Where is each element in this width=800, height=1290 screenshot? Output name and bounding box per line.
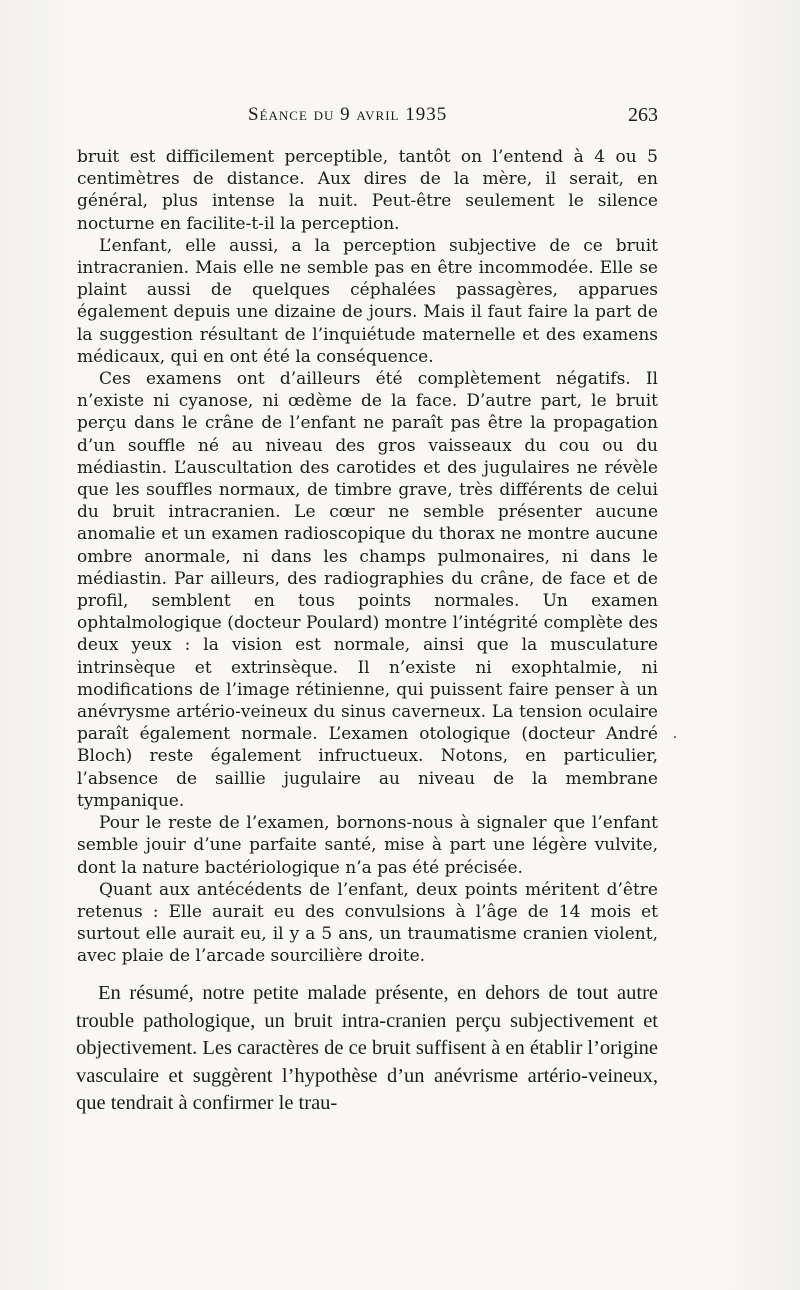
running-title: Séance du 9 avril 1935 [248, 104, 448, 125]
body-text [77, 146, 658, 968]
margin-mark: . [673, 725, 677, 742]
paragraph-1: bruit est difficilement perceptible, tantôt on l’entend à 4 ou 5 centimètres de distance. Aux dires de la mère, il serait, en général, plus intense la nuit. Peut-être seulement le silence nocturne en facilite-t-il la perception. [77, 147, 658, 234]
paragraph-5: Quant aux antécédents de l’enfant, deux points méritent d’être retenus : Elle aurait eu des convulsions à l’âge de 14 mois et surtout elle aurait eu, il y a 5 ans, un traumatisme cranien violent, avec plaie de l’arcade sourcilière droite. [77, 879, 658, 967]
summary-text: En résumé, notre petite malade présente, en dehors de tout autre trouble pathologique, un bruit intra-cranien perçu subjectivement et objectivement. Les caractères de ce bruit suffisent à en établir l’origine vasculaire et suggèrent l’hypothèse d’un anévrisme artério-veineux, que tendrait à confirmer le trau- [76, 982, 658, 1114]
paragraph-4: Pour le reste de l’examen, bornons-nous à signaler que l’enfant semble jouir d’une parfaite santé, mise à part une légère vulvite, dont la nature bactériologique n’a pas été précisée. [77, 813, 658, 878]
paragraph-2: L’enfant, elle aussi, a la perception subjective de ce bruit intracranien. Mais elle ne semble pas en être incommodée. Elle se plaint aussi de quelques céphalées passagères, apparues également depuis une dizaine de jours. Mais il faut faire la part de la suggestion résultant de l’inquiétude maternelle et des examens médicaux, qui en ont été la conséquence. [77, 235, 658, 367]
summary-paragraph [76, 980, 658, 1118]
page-number: 263 [628, 104, 658, 126]
page-header [76, 104, 658, 134]
paragraph-3: Ces examens ont d’ailleurs été complètement négatifs. Il n’existe ni cyanose, ni œdème de la face. D’autre part, le bruit perçu dans le crâne de l’enfant ne paraît pas être la propagation d’un souffle né au niveau des gros vaisseaux du cou ou du médiastin. L’auscultation des carotides et des jugulaires ne révèle que les souffles normaux, de timbre grave, très différents de celui du bruit intracranien. Le cœur ne semble présenter aucune anomalie et un examen radioscopique du thorax ne montre aucune ombre anormale, ni dans les champs pulmonaires, ni dans le médiastin. Par ailleurs, des radiographies du crâne, de face et de profil, semblent en tous points normales. Un examen ophtalmologique (docteur Poulard) montre l’intégrité complète des deux yeux : la vision est normale, ainsi que la musculature intrinsèque et extrinsèque. Il n’existe ni exophtalmie, ni modifications de l’image rétinienne, qui puissent faire penser à un anévrysme artério-veineux du sinus caverneux. La tension oculaire paraît également normale. L’examen otologique (docteur André Bloch) reste également infructueux. Notons, en particulier, l’absence de saillie jugulaire au niveau de la membrane tympanique. [77, 369, 658, 811]
